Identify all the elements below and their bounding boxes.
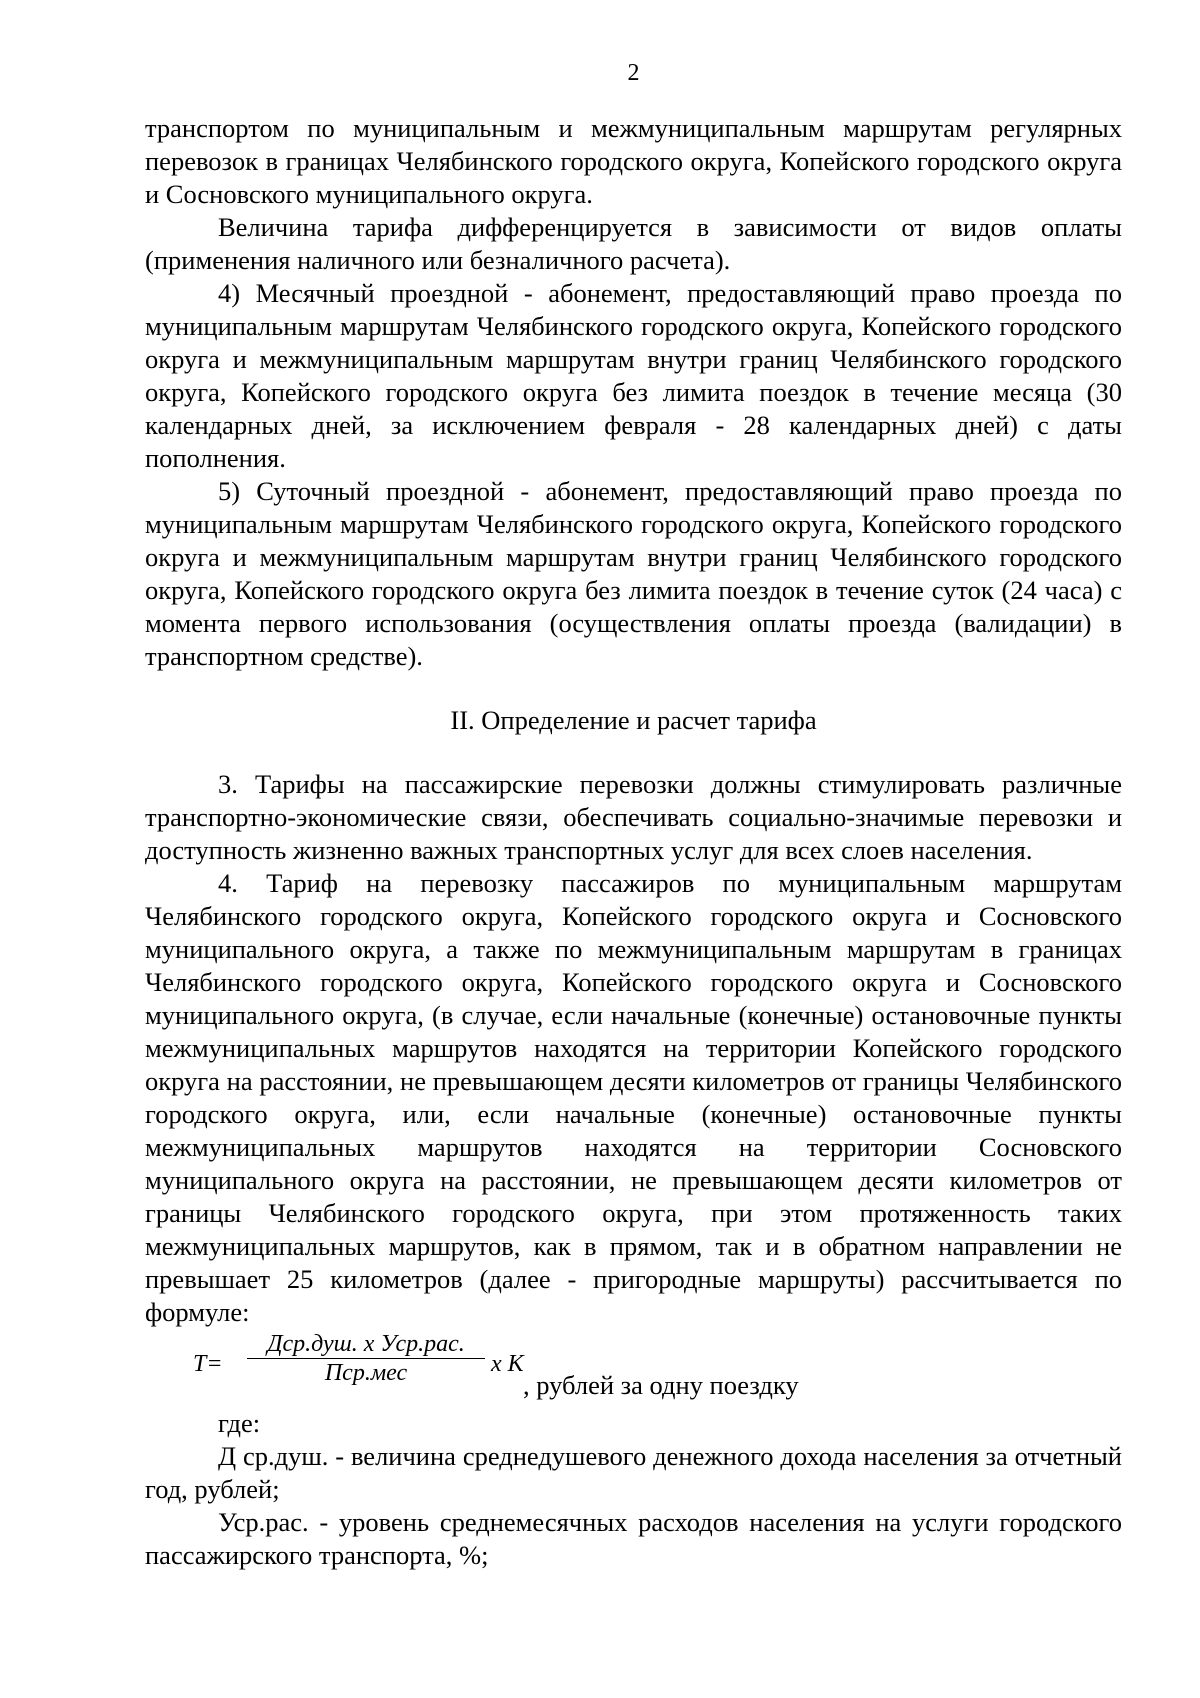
formula-lhs: Т= [193, 1351, 223, 1377]
paragraph-continuation: транспортом по муниципальным и межмуниципальным маршрутам регулярных перевозок в границах Челябинского городского округа, Копейского городского округа и Сосновского муниципального округа. [145, 113, 1122, 209]
formula-denominator: Пср.мес [324, 1360, 408, 1386]
tariff-formula [193, 1331, 1122, 1407]
definition-income: Д ср.душ. - величина среднедушевого денежного дохода населения за отчетный год, рублей; [145, 1441, 1122, 1504]
paragraph-tariff-differentiation: Величина тарифа дифференцируется в зависимости от видов оплаты (применения наличного или безналичного расчета). [145, 212, 1122, 275]
paragraph-item-3: 3. Тарифы на пассажирские перевозки должны стимулировать различные транспортно-экономические связи, обеспечивать социально-значимые перевозки и доступность жизненно важных транспортных услуг для всех слоев населения. [145, 769, 1122, 865]
formula-fraction [247, 1331, 485, 1386]
paragraph-item-4: 4. Тариф на перевозку пассажиров по муниципальным маршрутам Челябинского городского округа, Копейского городского округа и Сосновского муниципального округа, а также по межмуниципальным маршрутам в границах Челябинского городского округа, Копейского городского округа и Сосновского муниципального округа, (в случае, если начальные (конечные) остановочные пункты межмуниципальных маршрутов находятся на территории Копейского городского округа на расстоянии, не превышающем десяти километров от границы Челябинского городского округа, или, если начальные (конечные) остановочные пункты межмуниципальных маршрутов находятся на территории Сосновского муниципального округа на расстоянии, не превышающем десяти километров от границы Челябинского городского округа, при этом протяженность таких межмуниципальных маршрутов, как в прямом, так и в обратном направлении не превышает 25 километров (далее - пригородные маршруты) рассчитывается по формуле: [145, 868, 1122, 1327]
section-heading: II. Определение и расчет тарифа [450, 705, 817, 735]
formula-rhs: x К [491, 1351, 524, 1377]
formula-numerator: Дср.душ. x Уср.рас. [247, 1331, 485, 1359]
where-label: где: [218, 1408, 261, 1438]
definition-expense-level: Уср.рас. - уровень среднемесячных расходов населения на услуги городского пассажирского транспорта, %; [145, 1507, 1122, 1570]
page-number: 2 [627, 60, 640, 86]
paragraph-daily-pass: 5) Суточный проездной - абонемент, предоставляющий право проезда по муниципальным маршрутам Челябинского городского округа, Копейского городского округа и межмуниципальным маршрутам внутри границ Челябинского городского округа, Копейского городского округа без лимита поездок в течение суток (24 часа) с момента первого использования (осуществления оплаты проезда (валидации) в транспортном средстве). [145, 476, 1122, 671]
paragraph-monthly-pass: 4) Месячный проездной - абонемент, предоставляющий право проезда по муниципальным маршрутам Челябинского городского округа, Копейского городского округа и межмуниципальным маршрутам внутри границ Челябинского городского округа, Копейского городского округа без лимита поездок в течение месяца (30 календарных дней, за исключением февраля - 28 календарных дней) с даты пополнения. [145, 278, 1122, 473]
formula-unit-text: , рублей за одну поездку [523, 1370, 799, 1400]
document-page [145, 58, 1122, 1572]
